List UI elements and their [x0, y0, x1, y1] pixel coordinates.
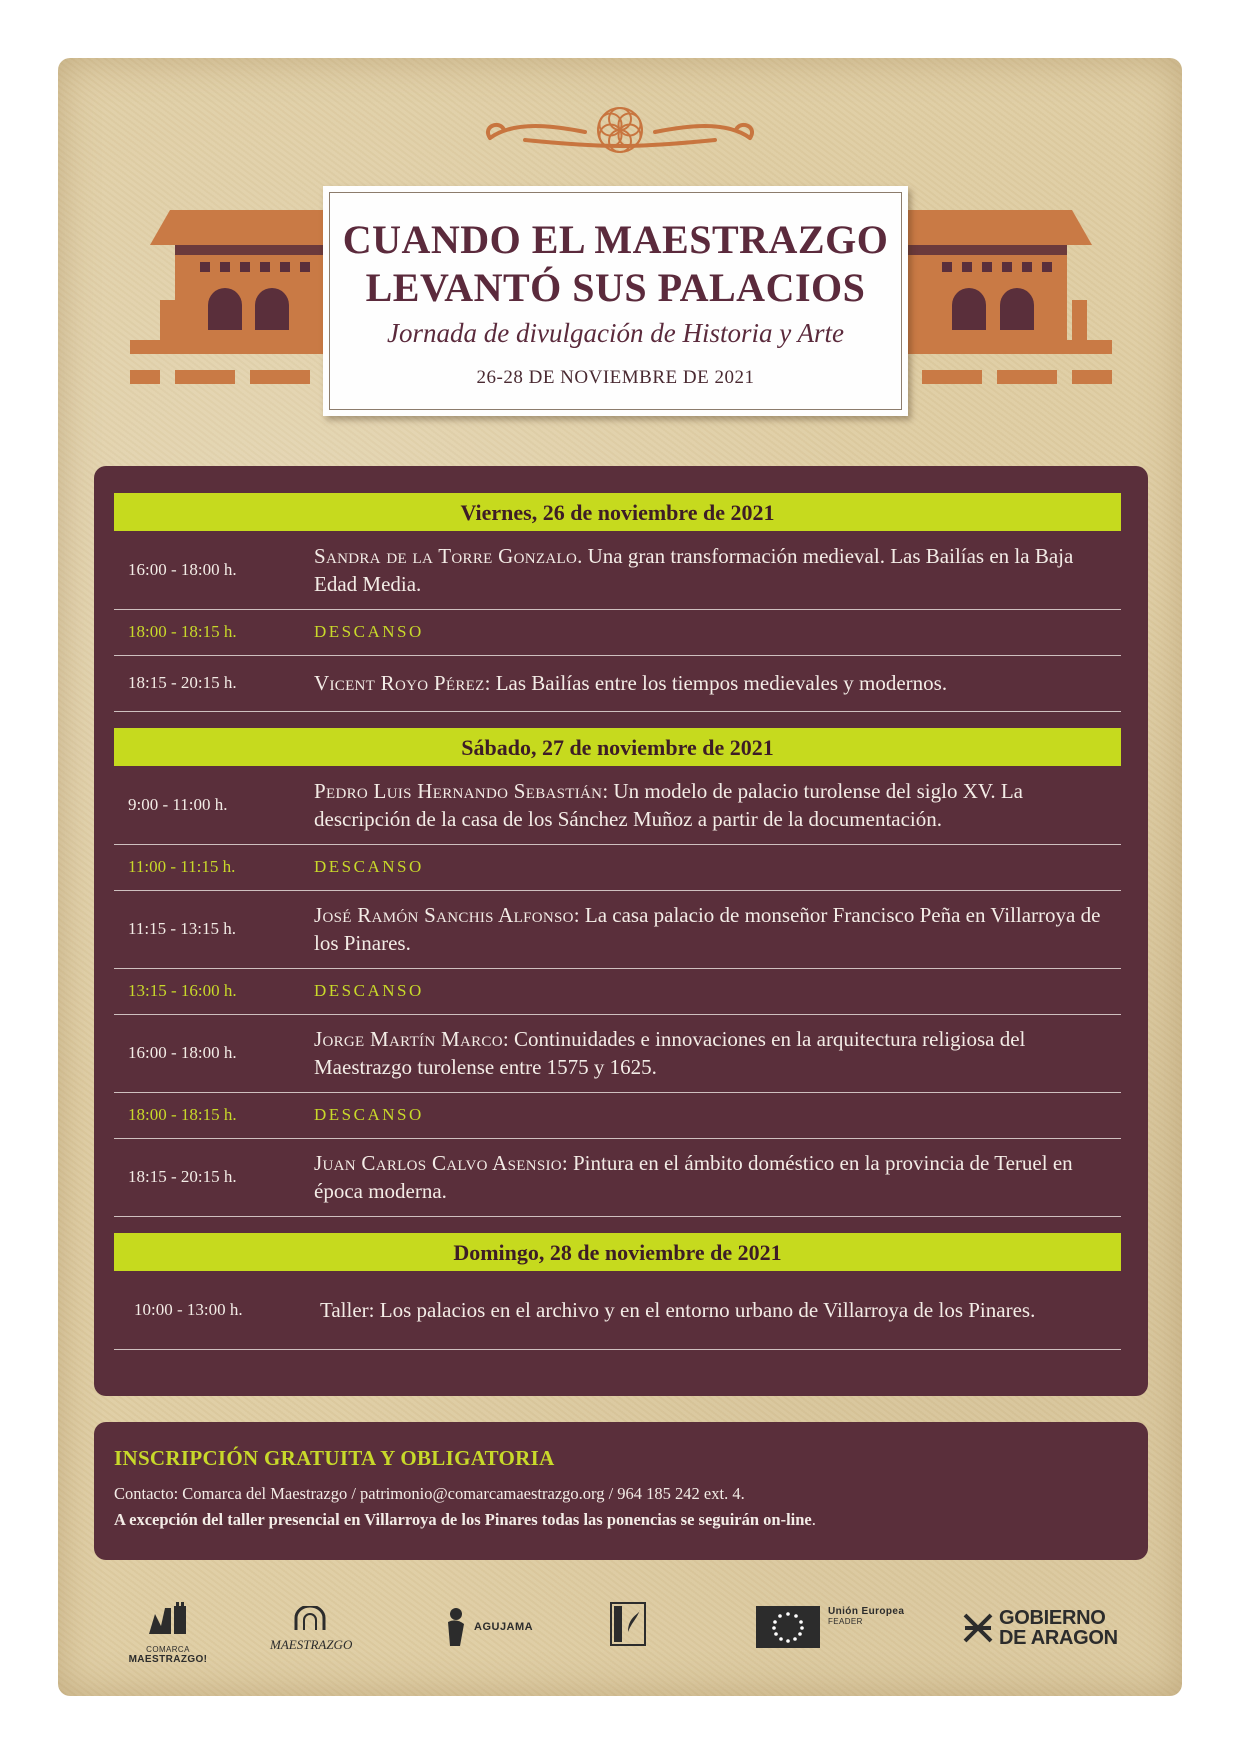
event-dates: 26-28 DE NOVIEMBRE DE 2021: [476, 367, 755, 388]
session-time: 16:00 - 18:00 h.: [128, 1043, 237, 1062]
session-title: : Continuidades e innovaciones en la arquitectura religiosa del Maestrazgo turolense entre 1575 y 1625.: [314, 1027, 1026, 1079]
contact-line: Contacto: Comarca del Maestrazgo / patrimonio@comarcamaestrazgo.org / 964 185 242 ext. 4.: [114, 1484, 745, 1503]
castle-logo-icon: [145, 1600, 191, 1640]
session-description: [314, 1014, 1109, 1092]
session-title: : Las Bailías entre los tiempos medievales y modernos.: [484, 671, 948, 695]
eu-label: Unión Europea: [828, 1606, 905, 1617]
break-time: 18:00 - 18:15 h.: [128, 1105, 237, 1124]
online-note-text: A excepción del taller presencial en Villarroya de los Pinares todas las ponencias se seguirán on-line: [114, 1510, 812, 1529]
schedule-row: [114, 1271, 1121, 1350]
logo-comarca-text: MAESTRAZGO!: [128, 1654, 208, 1665]
session-speaker: Pedro Luis Hernando Sebastián: [314, 779, 603, 803]
session-time: 11:15 - 13:15 h.: [128, 919, 236, 938]
registration-panel: [94, 1422, 1148, 1560]
logo-eu-feader: [756, 1606, 904, 1648]
logo-gobierno-aragon: [963, 1608, 1118, 1648]
break-time: 18:00 - 18:15 h.: [128, 622, 237, 641]
figure-logo-icon: [440, 1606, 470, 1648]
session-time: 10:00 - 13:00 h.: [134, 1300, 243, 1319]
session-description: Taller: Los palacios en el archivo y en el entorno urbano de Villarroya de los Pinares.: [320, 1298, 1036, 1322]
session-description: [314, 531, 1109, 609]
feader-label: FEADER: [828, 1617, 863, 1626]
schedule-row: [114, 1014, 1121, 1093]
schedule-row: [114, 531, 1121, 610]
schedule-row-break: [114, 844, 1121, 891]
schedule-row: [114, 766, 1121, 845]
online-note: [114, 1510, 816, 1530]
logo-leader: [610, 1602, 646, 1651]
session-time: 16:00 - 18:00 h.: [128, 560, 237, 579]
eu-flag-icon: [756, 1606, 820, 1648]
session-description: [314, 766, 1109, 844]
session-description: [314, 890, 1109, 968]
logo-agujama: [440, 1606, 540, 1648]
subtitle: Jornada de divulgación de Historia y Arte: [387, 318, 844, 348]
online-note-end: .: [811, 1510, 816, 1529]
registration-title: INSCRIPCIÓN GRATUITA Y OBLIGATORIA: [114, 1446, 555, 1470]
schedule-row-break: [114, 1092, 1121, 1139]
schedule-row-break: [114, 968, 1121, 1015]
gobierno-line-1: GOBIERNO: [999, 1607, 1106, 1629]
session-speaker: Sandra de la Torre Gonzalo: [314, 544, 578, 568]
schedule-row: [114, 890, 1121, 969]
day-header: Viernes, 26 de noviembre de 2021: [114, 493, 1121, 531]
title-card: [323, 186, 908, 416]
session-time: 9:00 - 11:00 h.: [128, 795, 228, 814]
schedule-panel: [94, 466, 1148, 1396]
session-speaker: Vicent Royo Pérez: [314, 671, 485, 695]
schedule-row: [114, 655, 1121, 712]
schedule-row: [114, 1138, 1121, 1217]
logo-maestrazgo: [270, 1606, 353, 1653]
session-title: . Una gran transformación medieval. Las Bailías en la Baja Edad Media.: [314, 544, 1074, 596]
break-label: DESCANSO: [314, 622, 424, 641]
ornament-flourish-icon: [475, 100, 765, 164]
day-header: Domingo, 28 de noviembre de 2021: [114, 1233, 1121, 1271]
break-label: DESCANSO: [314, 857, 424, 876]
gobierno-line-2: DE ARAGON: [999, 1627, 1118, 1649]
logo-agujama-text: AGUJAMA: [474, 1621, 534, 1633]
break-label: DESCANSO: [314, 981, 424, 1000]
logo-comarca-small: COMARCA: [146, 1645, 190, 1654]
logo-maestrazgo-text: MAESTRAZGO: [270, 1637, 353, 1652]
title-line-2: LEVANTÓ SUS PALACIOS: [365, 265, 866, 310]
session-title: : Pintura en el ámbito doméstico en la provincia de Teruel en época moderna.: [314, 1151, 1073, 1203]
title-line-1: CUANDO EL MAESTRAZGO: [342, 217, 889, 262]
break-label: DESCANSO: [314, 1105, 424, 1124]
session-speaker: José Ramón Sanchis Alfonso: [314, 903, 574, 927]
session-time: 18:15 - 20:15 h.: [128, 673, 237, 692]
session-time: 18:15 - 20:15 h.: [128, 1167, 237, 1186]
arch-logo-icon: [290, 1606, 330, 1632]
leader-logo-icon: [610, 1602, 646, 1646]
schedule-row-break: [114, 609, 1121, 656]
page-title: [323, 216, 908, 312]
logo-comarca-maestrazgo: [128, 1600, 208, 1665]
session-description: [314, 655, 1109, 711]
session-title: : La casa palacio de monseñor Francisco Peña en Villarroya de los Pinares.: [314, 903, 1101, 955]
break-time: 13:15 - 16:00 h.: [128, 981, 237, 1000]
session-description: [314, 1138, 1109, 1216]
day-header: Sábado, 27 de noviembre de 2021: [114, 728, 1121, 766]
break-time: 11:00 - 11:15 h.: [128, 857, 236, 876]
session-speaker: Jorge Martín Marco: [314, 1027, 503, 1051]
session-title: : Un modelo de palacio turolense del siglo XV. La descripción de la casa de los Sánchez Muñoz a partir de la documentación.: [314, 779, 1023, 831]
session-speaker: Juan Carlos Calvo Asensio: [314, 1151, 562, 1175]
aragon-stripes-icon: [963, 1611, 993, 1645]
